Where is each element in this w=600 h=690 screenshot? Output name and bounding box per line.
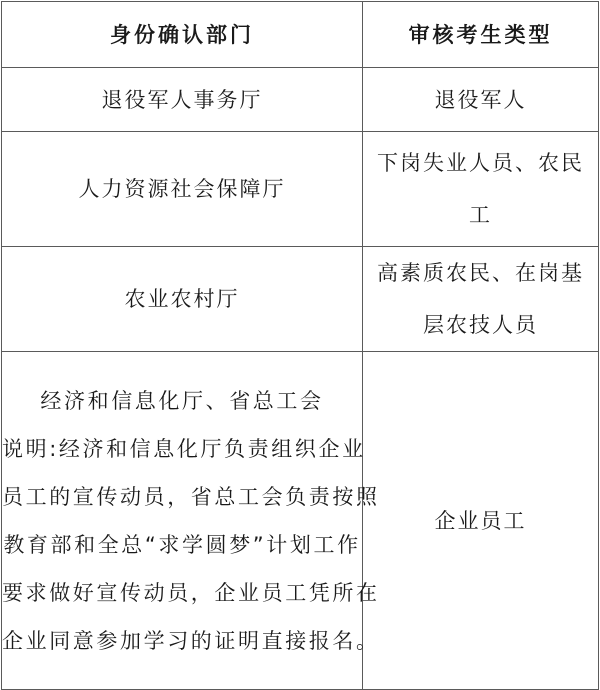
table-header-row [2,2,599,68]
note-line: 企业同意参加学习的证明直接报名。 [2,628,380,653]
department-cell: 农业农村厅 [2,247,363,352]
candidate-type-cell: 企业员工 [363,352,599,690]
table-row [2,352,599,690]
candidate-type-cell [363,132,599,247]
audit-department-table [1,1,599,690]
header-department: 身份确认部门 [2,2,363,68]
table-row [2,68,599,132]
department-cell: 人力资源社会保障厅 [2,132,363,247]
department-cell [2,352,380,690]
candidate-type-text: 下岗失业人员、农民工 [377,151,584,227]
department-name: 经济和信息化厅、省总工会 [40,388,324,413]
department-cell: 退役军人事务厅 [2,68,363,132]
note-line: 教育部和全总“求学圆梦”计划工作 [3,532,361,557]
table-row [2,247,599,352]
table-row [2,132,599,247]
note-line: 要求做好宣传动员，企业员工凭所在 [2,580,380,605]
department-note [2,425,380,665]
note-line: 员工的宣传动员，省总工会负责按照 [2,484,380,509]
note-line: 说明:经济和信息化厅负责组织企业 [2,436,366,461]
header-candidate-type: 审核考生类型 [363,2,599,68]
candidate-type-cell: 退役军人 [363,68,599,132]
candidate-type-text: 高素质农民、在岗基层农技人员 [377,261,584,337]
candidate-type-cell [363,247,599,352]
